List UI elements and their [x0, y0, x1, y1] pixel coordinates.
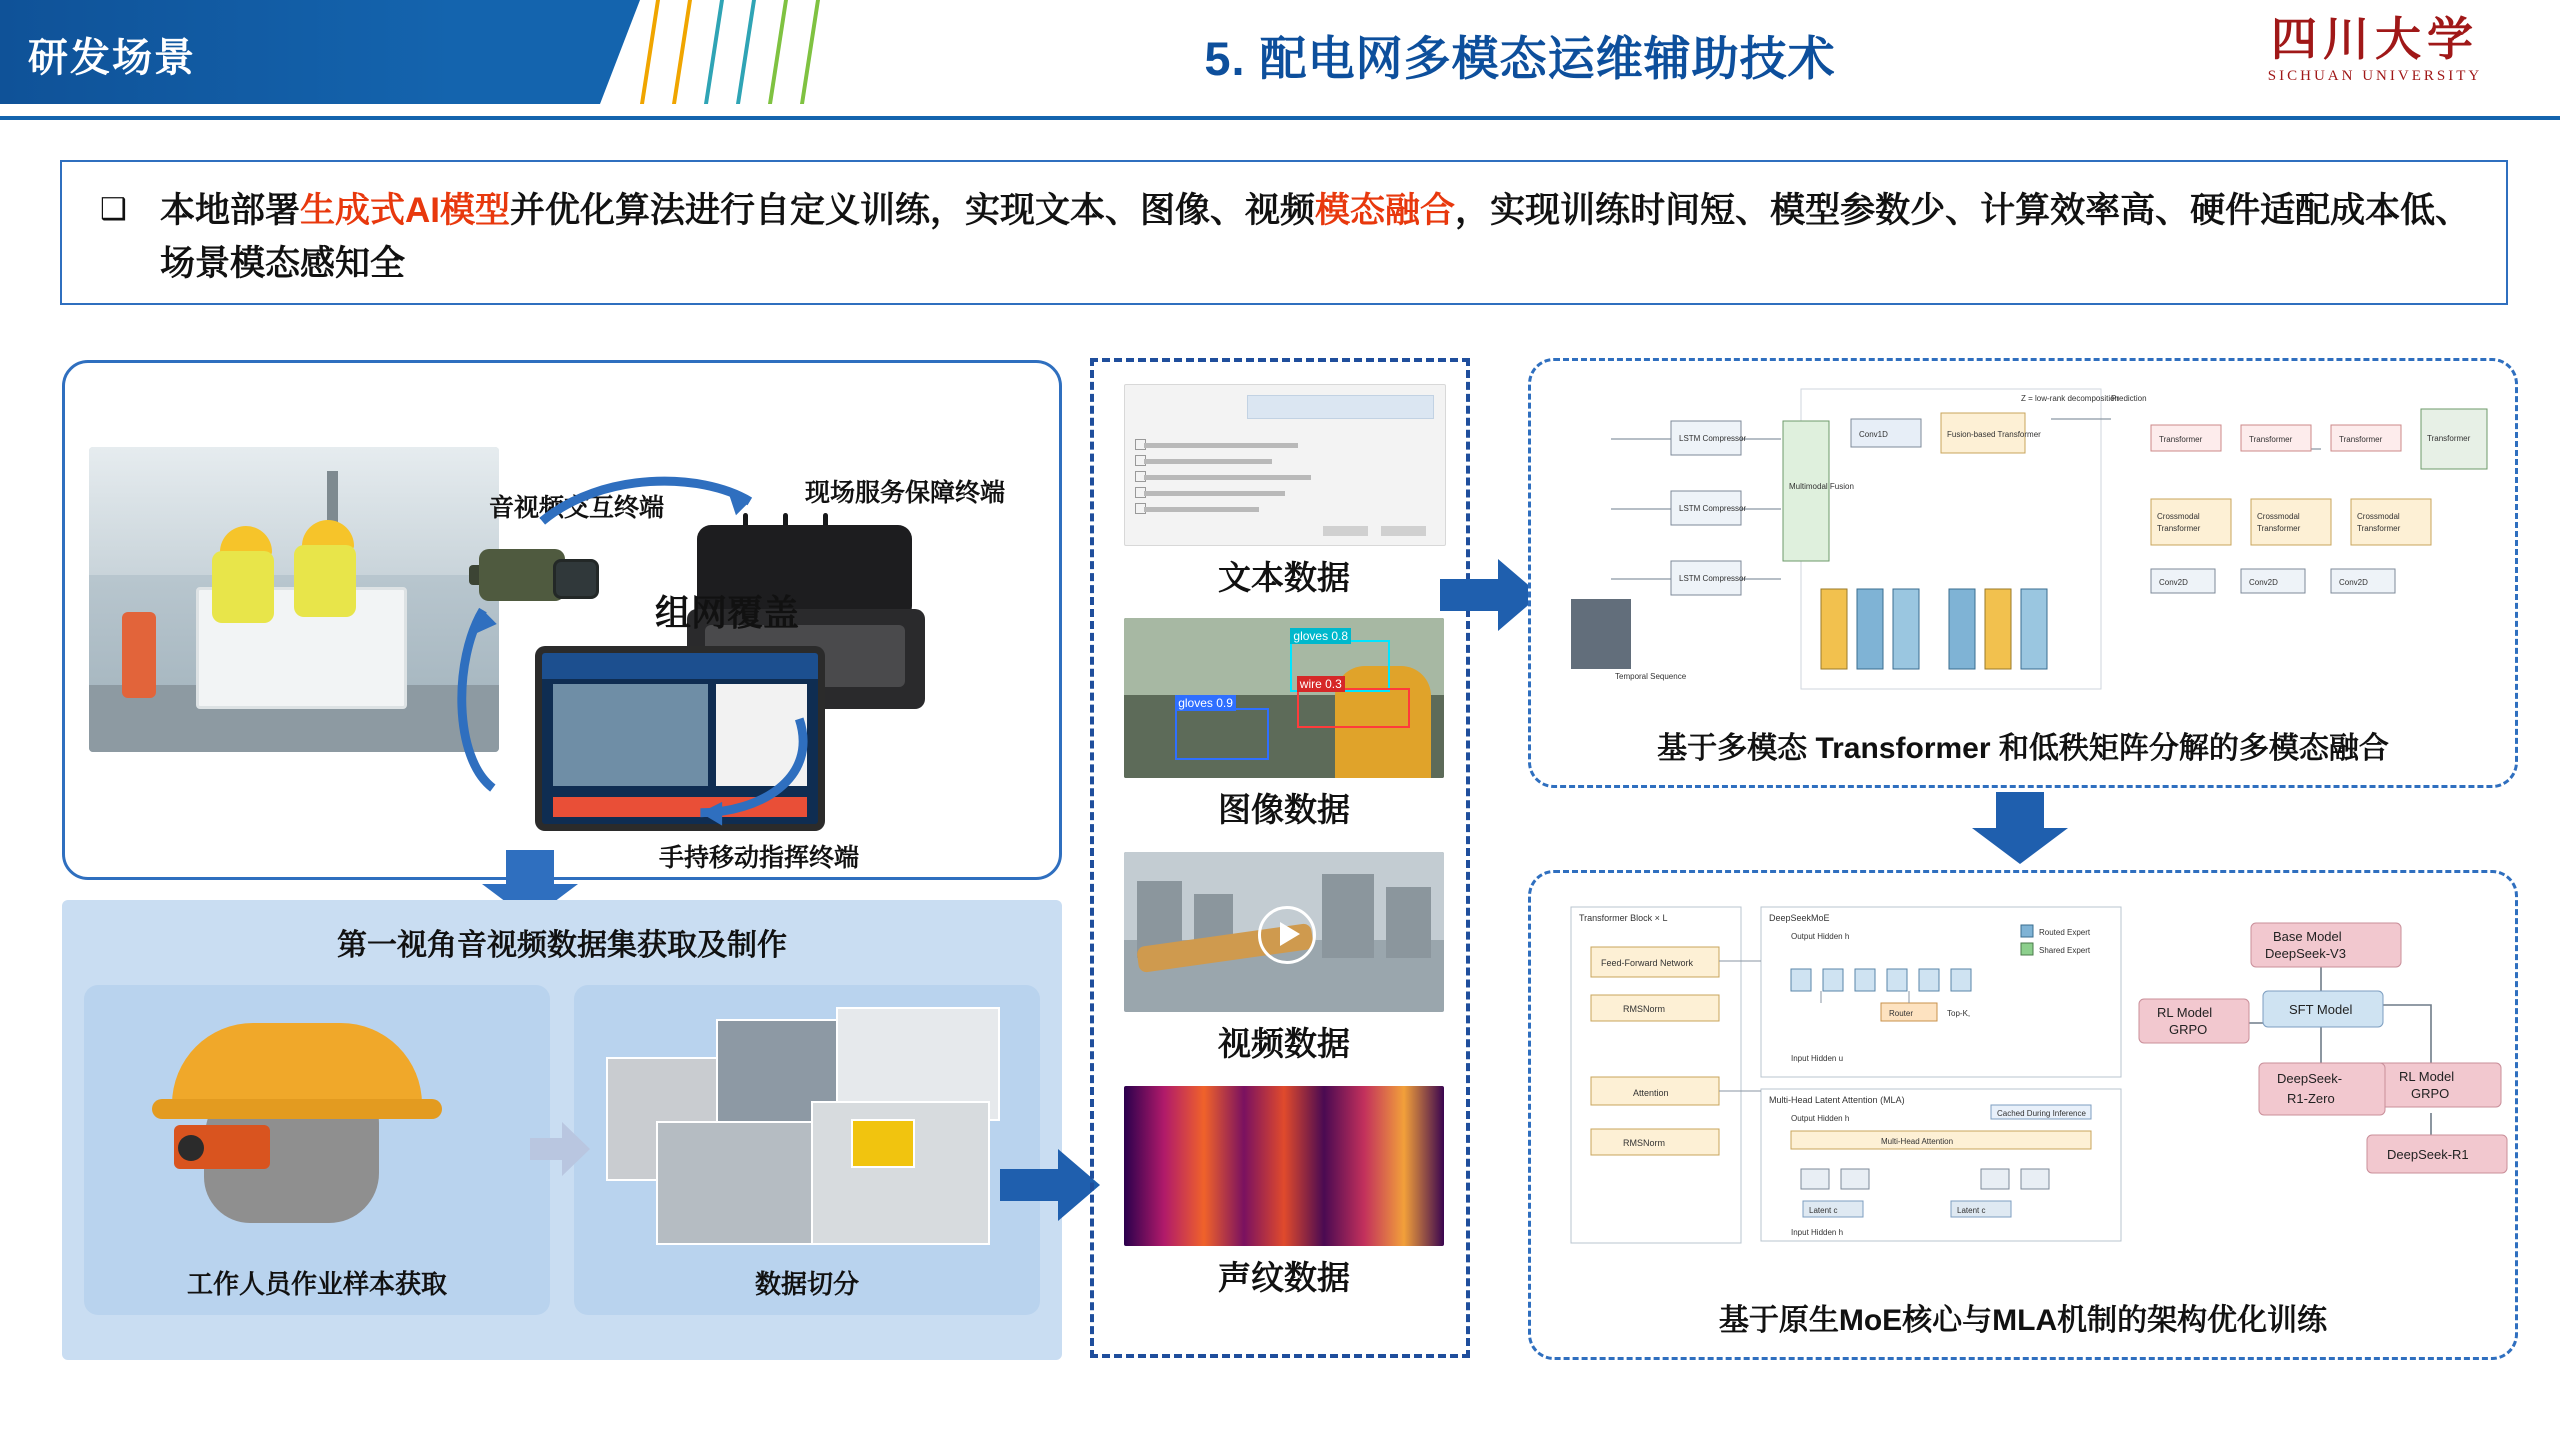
svg-text:Crossmodal: Crossmodal	[2257, 512, 2300, 521]
svg-text:Conv2D: Conv2D	[2249, 578, 2278, 587]
fusion-panel-caption: 基于多模态 Transformer 和低秩矩阵分解的多模态融合	[1657, 732, 2389, 765]
dataset-card-segmentation	[574, 985, 1040, 1315]
detection-box-gloves-2	[1175, 708, 1269, 760]
svg-text:Top-K,: Top-K,	[1947, 1009, 1971, 1018]
modality-text	[1124, 384, 1444, 599]
detection-box-wire	[1297, 688, 1410, 727]
tablet-screen-header	[542, 653, 818, 679]
svg-text:Cached During Inference: Cached During Inference	[1997, 1109, 2086, 1118]
deepseek-training-pipeline	[2131, 913, 2511, 1243]
svg-text:Fusion-based Transformer: Fusion-based Transformer	[1947, 430, 2041, 439]
tablet-screen-bar	[553, 797, 807, 818]
callout-text	[160, 184, 2480, 290]
detection-label-gloves-2: gloves 0.9	[1175, 695, 1236, 711]
play-icon[interactable]	[1258, 906, 1316, 964]
collage-item-4	[656, 1121, 830, 1245]
callout-seg-2: 并优化算法进行自定义训练，实现文本、图像、视频	[510, 191, 1316, 230]
detection-label-gloves-1: gloves 0.8	[1290, 628, 1351, 644]
modality-caption-voiceprint: 声纹数据	[1218, 1259, 1350, 1296]
photo-vest-1	[212, 551, 274, 623]
svg-text:SFT Model: SFT Model	[2289, 1002, 2353, 1017]
svg-text:DeepSeek-V3: DeepSeek-V3	[2265, 946, 2346, 961]
text-thumb-header-bar	[1247, 395, 1435, 419]
photo-vest-2	[294, 545, 356, 617]
modality-caption-image: 图像数据	[1218, 791, 1350, 828]
video-thumb-building-3	[1322, 874, 1373, 957]
text-thumb-line-4	[1144, 491, 1285, 496]
tablet-screen-panel	[716, 684, 807, 787]
svg-text:DeepSeek-: DeepSeek-	[2277, 1071, 2343, 1086]
helmet-brim	[152, 1099, 442, 1119]
svg-text:Transformer: Transformer	[2157, 524, 2201, 533]
arrow-modalities-to-fusion	[1440, 555, 1540, 635]
svg-text:Transformer: Transformer	[2159, 435, 2203, 444]
label-network-coverage: 组网覆盖	[655, 592, 800, 633]
label-av-terminal: 音视频交互终端	[489, 494, 665, 522]
text-thumb-button-2	[1381, 526, 1426, 536]
svg-text:Multi-Head Attention: Multi-Head Attention	[1881, 1137, 1954, 1146]
header-banner-label: 研发场景	[28, 36, 196, 80]
video-data-thumbnail	[1124, 852, 1444, 1012]
svg-text:Transformer: Transformer	[2339, 435, 2383, 444]
svg-text:RMSNorm: RMSNorm	[1623, 1004, 1665, 1014]
label-site-terminal: 现场服务保障终端	[805, 479, 1006, 507]
svg-text:Input Hidden u: Input Hidden u	[1791, 1054, 1844, 1063]
callout-seg-1: 生成式AI模型	[300, 191, 511, 230]
data-collage	[596, 1001, 1016, 1253]
text-thumb-line-5	[1144, 507, 1259, 512]
header-divider	[0, 116, 2560, 120]
tablet-screen	[542, 653, 818, 824]
svg-text:GRPO: GRPO	[2169, 1022, 2208, 1037]
university-logo	[2210, 12, 2540, 107]
svg-text:Conv2D: Conv2D	[2339, 578, 2368, 587]
dataset-panel	[62, 900, 1062, 1360]
modality-voiceprint	[1124, 1086, 1444, 1299]
text-thumb-line-3	[1144, 475, 1310, 480]
page-header	[0, 0, 2560, 118]
camera-lens-icon	[178, 1135, 204, 1161]
svg-text:Transformer: Transformer	[2427, 434, 2471, 443]
svg-text:RL Model: RL Model	[2399, 1069, 2455, 1084]
handheld-command-terminal-device	[535, 646, 825, 831]
svg-text:Conv2D: Conv2D	[2159, 578, 2188, 587]
av-interaction-terminal-device	[469, 531, 599, 619]
svg-text:LSTM Compressor: LSTM Compressor	[1679, 434, 1747, 443]
svg-text:Crossmodal: Crossmodal	[2357, 512, 2400, 521]
dataset-panel-title: 第一视角音视频数据集获取及制作	[337, 929, 787, 962]
university-logo-cn: 四川大学	[2271, 14, 2479, 65]
svg-text:Base Model: Base Model	[2273, 929, 2342, 944]
dataset-card-sample-capture	[84, 985, 550, 1315]
svg-text:Multimodal Fusion: Multimodal Fusion	[1789, 482, 1854, 491]
goggles-lens	[553, 559, 599, 599]
svg-text:DeepSeekMoE: DeepSeekMoE	[1769, 913, 1830, 923]
helmet-camera-illustration	[144, 1007, 474, 1237]
svg-text:GRPO: GRPO	[2411, 1086, 2450, 1101]
callout-bullet-icon: ❑	[100, 193, 127, 226]
fusion-architecture-diagram	[1551, 379, 2501, 699]
svg-text:Transformer: Transformer	[2249, 435, 2293, 444]
callout-seg-3: 模态融合	[1315, 191, 1456, 230]
svg-text:Crossmodal: Crossmodal	[2157, 512, 2200, 521]
svg-text:Output Hidden h: Output Hidden h	[1791, 932, 1850, 941]
dataset-card-caption-0: 工作人员作业样本获取	[186, 1269, 447, 1299]
svg-text:Prediction: Prediction	[2111, 394, 2147, 403]
text-thumb-line-1	[1144, 443, 1298, 448]
svg-text:DeepSeek-R1: DeepSeek-R1	[2387, 1147, 2469, 1162]
terminals-panel	[62, 360, 1062, 880]
collage-helmet-crop	[851, 1119, 915, 1168]
arrow-fusion-to-training	[1960, 792, 2080, 864]
spectrogram-thumbnail	[1124, 1086, 1444, 1246]
text-thumb-button-1	[1323, 526, 1368, 536]
modality-image	[1124, 618, 1444, 831]
svg-text:Transformer: Transformer	[2357, 524, 2401, 533]
field-workers-photo	[89, 447, 499, 752]
svg-text:Multi-Head Latent Attention (M: Multi-Head Latent Attention (MLA)	[1769, 1095, 1905, 1105]
svg-text:RMSNorm: RMSNorm	[1623, 1138, 1665, 1148]
dataset-card-caption-1: 数据切分	[754, 1269, 859, 1299]
callout-seg-4: ，实现训练时间短、模型参数少、计算效率高、硬件适配成本低、场景模态感知全	[160, 191, 2471, 283]
video-thumb-building-4	[1386, 887, 1431, 957]
svg-text:Temporal Sequence: Temporal Sequence	[1615, 672, 1687, 681]
svg-text:Shared Expert: Shared Expert	[2039, 946, 2091, 955]
svg-text:Routed Expert: Routed Expert	[2039, 928, 2091, 937]
arrow-dataset-to-modalities	[1000, 1145, 1100, 1225]
arrow-sample-to-segmentation	[530, 1122, 590, 1176]
svg-text:Feed-Forward Network: Feed-Forward Network	[1601, 958, 1694, 968]
svg-text:Latent c: Latent c	[1957, 1206, 1986, 1215]
svg-text:LSTM Compressor: LSTM Compressor	[1679, 504, 1747, 513]
modality-caption-text: 文本数据	[1218, 559, 1350, 596]
multimodal-fusion-panel	[1528, 358, 2518, 788]
modality-caption-video: 视频数据	[1218, 1025, 1350, 1062]
callout-box	[60, 160, 2508, 305]
page-title: 5. 配电网多模态运维辅助技术	[1204, 32, 1836, 85]
svg-text:Conv1D: Conv1D	[1859, 430, 1888, 439]
modality-video	[1124, 852, 1444, 1065]
svg-text:Input Hidden h: Input Hidden h	[1791, 1228, 1844, 1237]
tablet-screen-video	[553, 684, 708, 787]
detection-label-wire: wire 0.3	[1297, 676, 1345, 692]
svg-text:R1-Zero: R1-Zero	[2287, 1091, 2335, 1106]
svg-text:RL Model: RL Model	[2157, 1005, 2213, 1020]
play-triangle-icon	[1280, 922, 1300, 946]
callout-seg-0: 本地部署	[160, 191, 301, 230]
moe-training-panel	[1528, 870, 2518, 1360]
label-handheld-terminal: 手持移动指挥终端	[659, 844, 860, 872]
svg-text:Transformer: Transformer	[2257, 524, 2301, 533]
photo-insulator	[122, 612, 156, 698]
moe-panel-caption: 基于原生MoE核心与MLA机制的架构优化训练	[1718, 1304, 2328, 1337]
university-logo-en: SICHUAN UNIVERSITY	[2267, 68, 2483, 84]
text-data-thumbnail	[1124, 384, 1446, 546]
svg-text:Z = low-rank decomposition: Z = low-rank decomposition	[2021, 394, 2120, 403]
svg-text:Attention: Attention	[1633, 1088, 1669, 1098]
svg-text:Output Hidden h: Output Hidden h	[1791, 1114, 1850, 1123]
svg-text:Transformer Block × L: Transformer Block × L	[1579, 913, 1668, 923]
svg-text:Router: Router	[1889, 1009, 1914, 1018]
modalities-column	[1090, 358, 1470, 1358]
svg-text:LSTM Compressor: LSTM Compressor	[1679, 574, 1747, 583]
svg-text:Latent c: Latent c	[1809, 1206, 1838, 1215]
image-data-thumbnail	[1124, 618, 1444, 778]
text-thumb-line-2	[1144, 459, 1272, 464]
